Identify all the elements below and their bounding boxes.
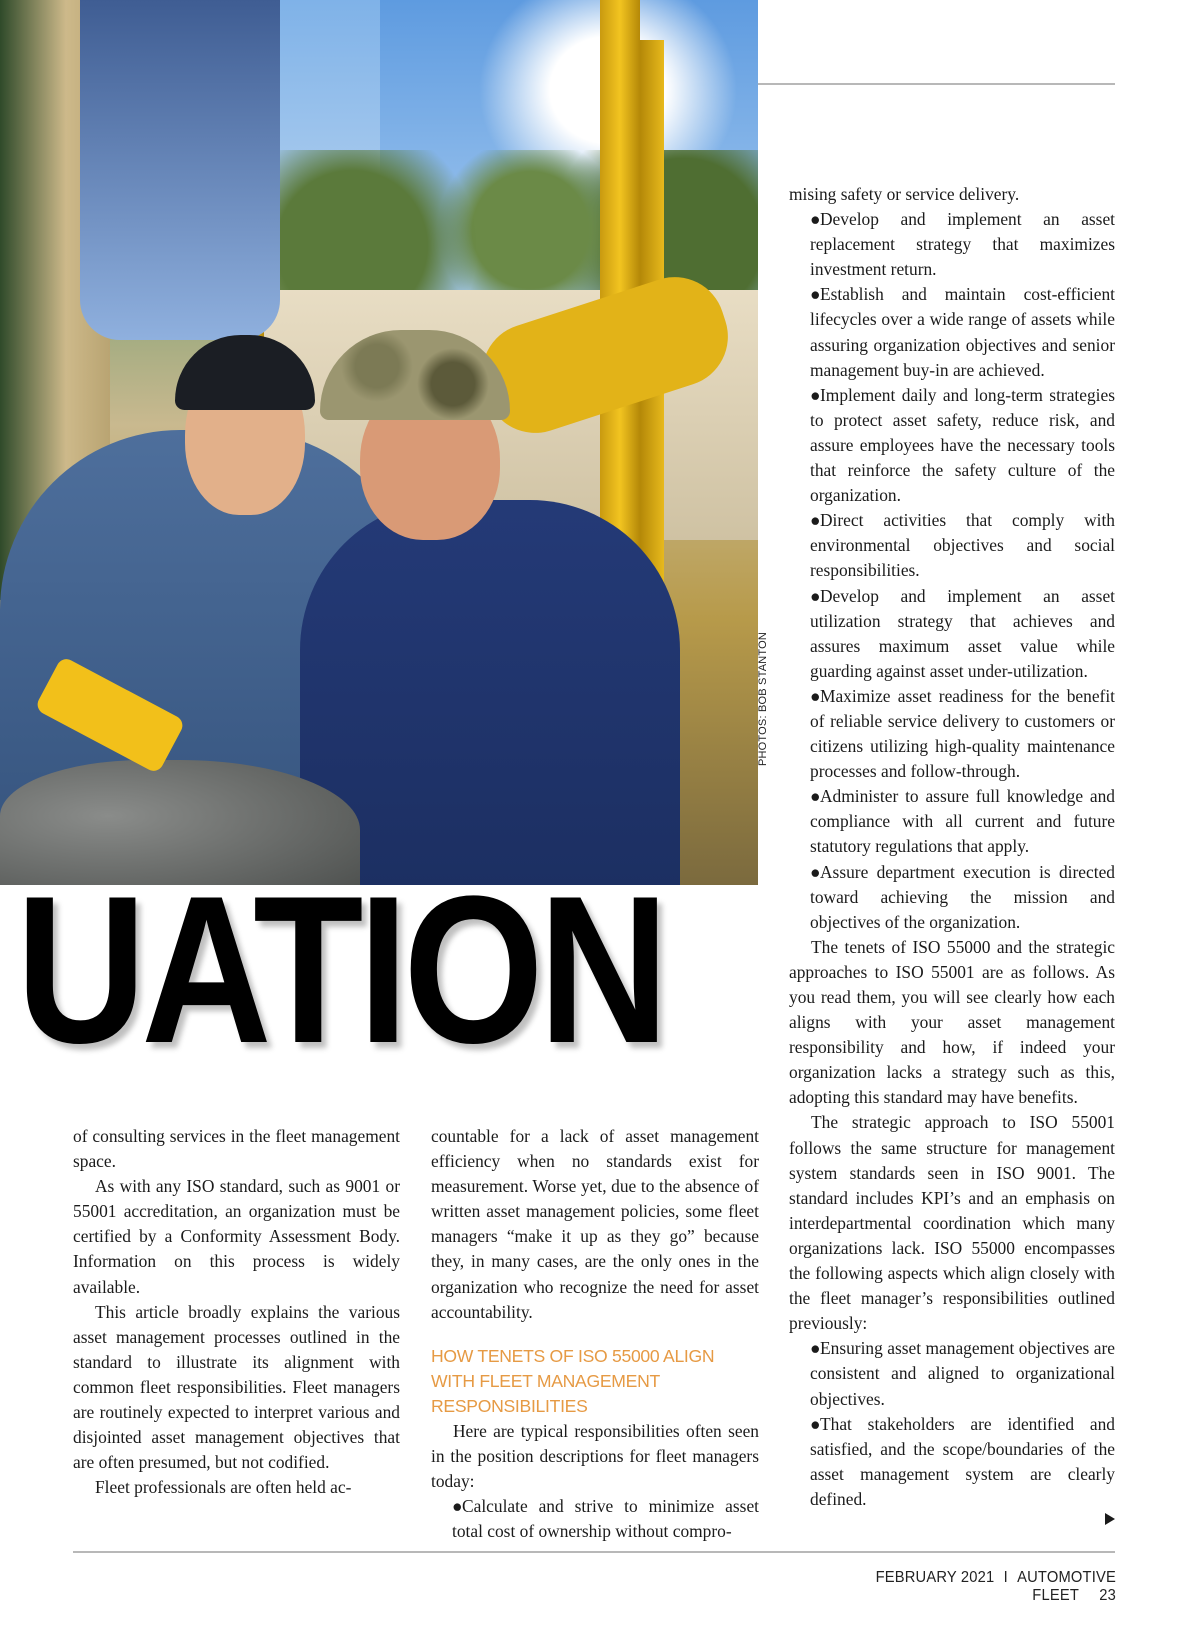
column-3 — [789, 182, 1115, 1512]
issue-date: FEBRUARY 2021 — [875, 1569, 995, 1586]
paragraph: mising safety or service delivery. — [789, 184, 1020, 204]
footer-separator: I — [1003, 1569, 1008, 1586]
column-1 — [73, 1124, 400, 1500]
bullet-item: ●Ensuring asset management objectives are consistent and aligned to organizational objectives. — [810, 1338, 1115, 1409]
headline: UATION — [16, 852, 664, 1087]
bullet-item: ●Implement daily and long-term strategies to protect asset safety, reduce risk, and assure employees have the necessary tools that reinforce the safety culture of the organization. — [810, 384, 1115, 506]
paragraph: Fleet professionals are often held ac- — [95, 1477, 352, 1498]
bullet-item: ●Assure department execution is directed toward achieving the mission and objectives of the organization. — [810, 861, 1115, 932]
column-2 — [431, 1124, 759, 1544]
paragraph: The tenets of ISO 55000 and the strategic approaches to ISO 55001 are as follows. As you read them, you will see clearly how each aligns with your asset management responsibility and how, if indeed your organization lacks a strategy such as this, adopting this standard may have benefits. — [789, 936, 1115, 1108]
bullet-item: ●Calculate and strive to minimize asset total cost of ownership without compro- — [452, 1496, 759, 1542]
bullet-item: ●Develop and implement an asset replacement strategy that maximizes investment return. — [810, 209, 1115, 280]
paragraph: As with any ISO standard, such as 9001 or 55001 accreditation, an organization must be certified by a Conformity Assessment Body. Information on this process is widely available. — [73, 1176, 400, 1297]
bullet-item: ●Develop and implement an asset utilization strategy that achieves and assures maximum asset value while guarding against asset under-utilization. — [810, 585, 1115, 681]
paragraph: The strategic approach to ISO 55001 follows the same structure for management system standards seen in ISO 9001. The standard includes KPI’s and an emphasis on interdepartmental coordination which many organizations lack. ISO 55000 encompasses the following aspects which align closely with the fleet manager’s responsibilities outlined previously: — [789, 1112, 1115, 1334]
bullet-item: ●Establish and maintain cost-efficient lifecycles over a wide range of assets while assuring organization objectives and senior management buy-in are achieved. — [810, 284, 1115, 380]
page-number: 23 — [1099, 1587, 1116, 1604]
bullet-icon: ● — [810, 585, 821, 606]
article-photo — [0, 0, 758, 885]
paragraph: This article broadly explains the various asset management processes outlined in the standard to illustrate its alignment with common fleet responsibilities. Fleet managers are routinely expected to interpret various and disjointed asset management objectives that are often presumed, but not codified. — [73, 1301, 400, 1473]
bullet-icon: ● — [810, 685, 821, 706]
bullet-icon: ● — [810, 1338, 821, 1359]
continue-arrow-icon — [1105, 1513, 1115, 1525]
bottom-rule — [73, 1551, 1115, 1553]
photo-credit: PHOTOS: BOB STANTON — [757, 632, 769, 766]
bullet-icon: ● — [810, 284, 821, 305]
bullet-item: ●Maximize asset readiness for the benefit of reliable service delivery to customers or citizens utilizing high-quality maintenance processes and follow-through. — [810, 685, 1115, 782]
publication-name: AUTOMOTIVE FLEET — [1017, 1569, 1116, 1604]
paragraph: Here are typical responsibilities often seen in the position descriptions for fleet managers today: — [431, 1420, 759, 1491]
page-footer — [833, 1569, 1116, 1605]
paragraph: countable for a lack of asset management efficiency when no standards exist for measurement. Worse yet, due to the absence of written asset management policies, some fleet managers “make it up as they go” because they, in many cases, are the only ones in the organization who recognize the need for asset accountability. — [431, 1126, 759, 1322]
bullet-icon: ● — [810, 1413, 821, 1434]
bullet-icon: ● — [810, 786, 821, 807]
bullet-icon: ● — [452, 1496, 463, 1517]
top-rule — [758, 83, 1115, 85]
bullet-icon: ● — [810, 384, 821, 405]
section-subhead: HOW TENETS OF ISO 55000 ALIGN WITH FLEET MANAGEMENT RESPONSIBILITIES — [431, 1345, 715, 1416]
bullet-item: ●Administer to assure full knowledge and compliance with all current and future statutory regulations that apply. — [810, 786, 1115, 857]
bullet-icon: ● — [810, 861, 821, 882]
bullet-icon: ● — [810, 209, 821, 230]
bullet-item: ●That stakeholders are identified and satisfied, and the scope/boundaries of the asset management system are clearly defined. — [810, 1413, 1115, 1509]
bullet-icon: ● — [810, 510, 821, 531]
paragraph: of consulting services in the fleet management space. — [73, 1126, 400, 1172]
bullet-item: ●Direct activities that comply with environmental objectives and social responsibilities. — [810, 510, 1115, 581]
